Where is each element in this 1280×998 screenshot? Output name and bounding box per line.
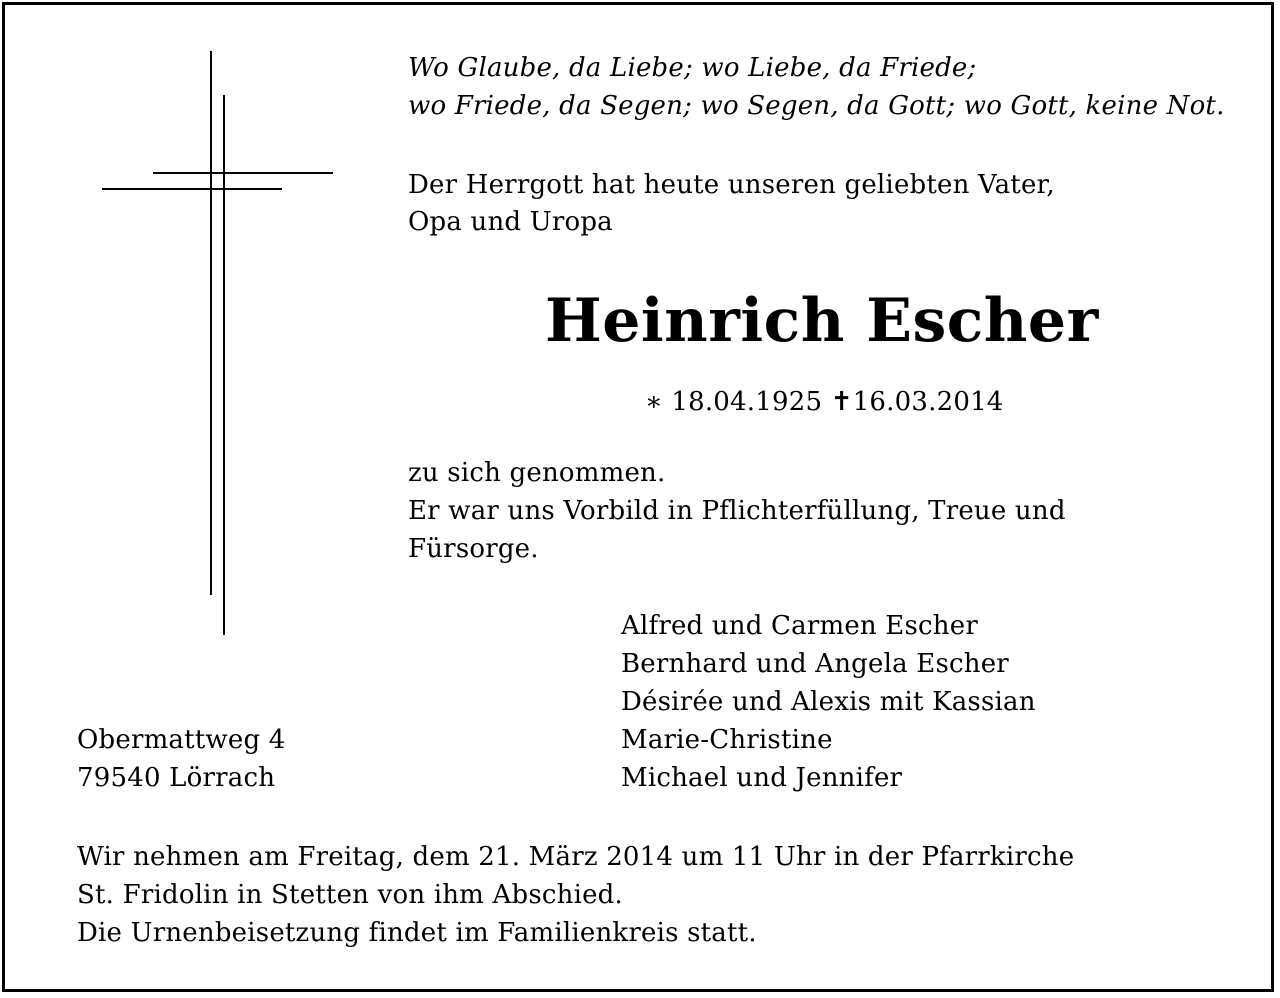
cross-beam-upper [153,172,333,174]
birth-date: 18.04.1925 [671,387,823,417]
mourner-item: Désirée und Alexis mit Kassian [621,687,1036,717]
deceased-name: Heinrich Escher [545,286,1099,356]
body-line-1: zu sich genommen. [408,458,666,488]
cross-stem-left [210,51,212,595]
birth-star-icon: ∗ [645,387,663,417]
mourner-item: Bernhard und Angela Escher [621,649,1009,679]
mourner-item: Alfred und Carmen Escher [621,611,978,641]
motto-line-2: wo Friede, da Segen; wo Segen, da Gott; wo Gott, keine Not. [408,91,1225,121]
mourner-item: Marie-Christine [621,725,833,755]
obituary-notice [2,2,1274,992]
life-dates [645,383,1004,421]
mourner-item: Michael und Jennifer [621,763,903,793]
cross-stem-right [223,95,225,635]
address-city: 79540 Lörrach [77,763,276,793]
service-line-2: St. Fridolin in Stetten von ihm Abschied. [77,880,623,910]
body-line-3: Fürsorge. [408,534,539,564]
motto-line-1: Wo Glaube, da Liebe; wo Liebe, da Friede; [408,53,977,83]
death-date: 16.03.2014 [852,387,1004,417]
body-line-2: Er war uns Vorbild in Pflichterfüllung, Treue und [408,496,1066,526]
intro-line-1: Der Herrgott hat heute unseren geliebten Vater, [408,170,1055,200]
intro-line-2: Opa und Uropa [408,207,613,237]
service-line-1: Wir nehmen am Freitag, dem 21. März 2014 um 11 Uhr in der Pfarrkirche [77,842,1075,872]
cross-beam-lower [102,188,282,190]
address-street: Obermattweg 4 [77,725,286,755]
death-cross-icon: ✝ [830,387,853,417]
service-line-3: Die Urnenbeisetzung findet im Familienkreis statt. [77,918,757,948]
